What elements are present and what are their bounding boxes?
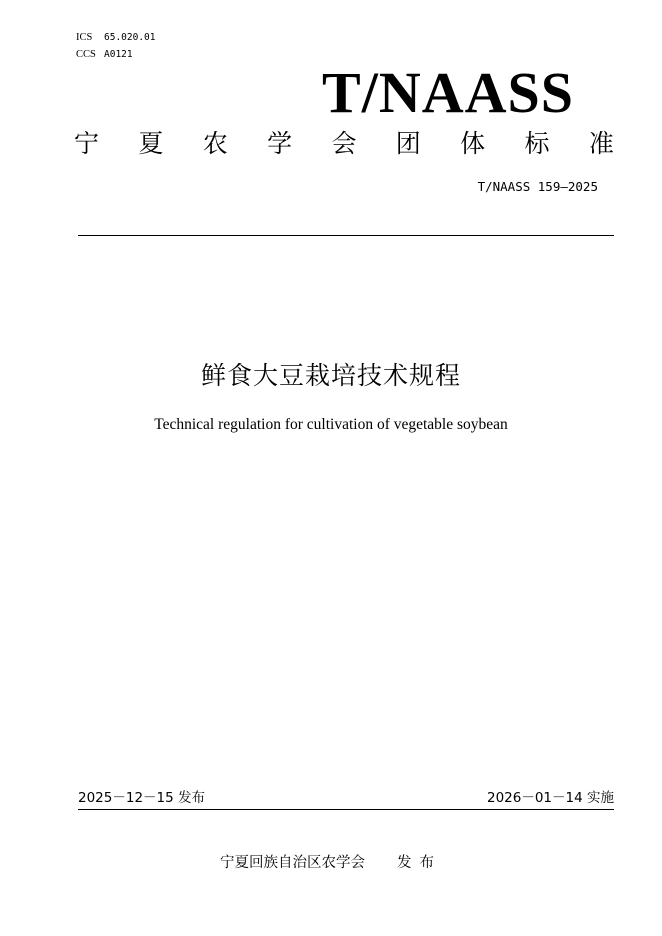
header-divider (78, 235, 614, 236)
document-title-chinese: 鲜食大豆栽培技术规程 (200, 361, 461, 390)
organization-title (74, 124, 614, 164)
org-title-char: 学 (267, 129, 293, 158)
publisher-name: 宁夏回族自治区农学会 (220, 855, 365, 871)
ccs-label: CCS (76, 49, 96, 60)
ics-code: 65.020.01 (104, 32, 156, 43)
org-title-char: 宁 (74, 129, 100, 158)
organization-logo: T/NAASS (322, 60, 574, 125)
org-title-char: 农 (202, 129, 228, 158)
org-title-char: 准 (588, 129, 614, 158)
ics-line (76, 31, 155, 45)
org-title-char: 团 (395, 129, 421, 158)
org-title-char: 夏 (138, 129, 164, 158)
org-title-char: 标 (524, 129, 550, 158)
ccs-line (76, 48, 133, 62)
ics-label: ICS (76, 32, 93, 43)
org-title-char: 会 (331, 129, 357, 158)
ccs-code: A0121 (104, 49, 133, 60)
publisher-line (0, 850, 662, 876)
release-date: 2025－12－15 发布 (78, 790, 206, 806)
org-title-char: 体 (460, 129, 486, 158)
footer-divider (78, 809, 614, 810)
standard-code: T/NAASS 159—2025 (477, 179, 598, 194)
implementation-date: 2026－01－14 实施 (486, 790, 614, 806)
publish-label: 发布 (397, 855, 442, 871)
document-title-english: Technical regulation for cultivation of vegetable soybean (154, 416, 508, 433)
